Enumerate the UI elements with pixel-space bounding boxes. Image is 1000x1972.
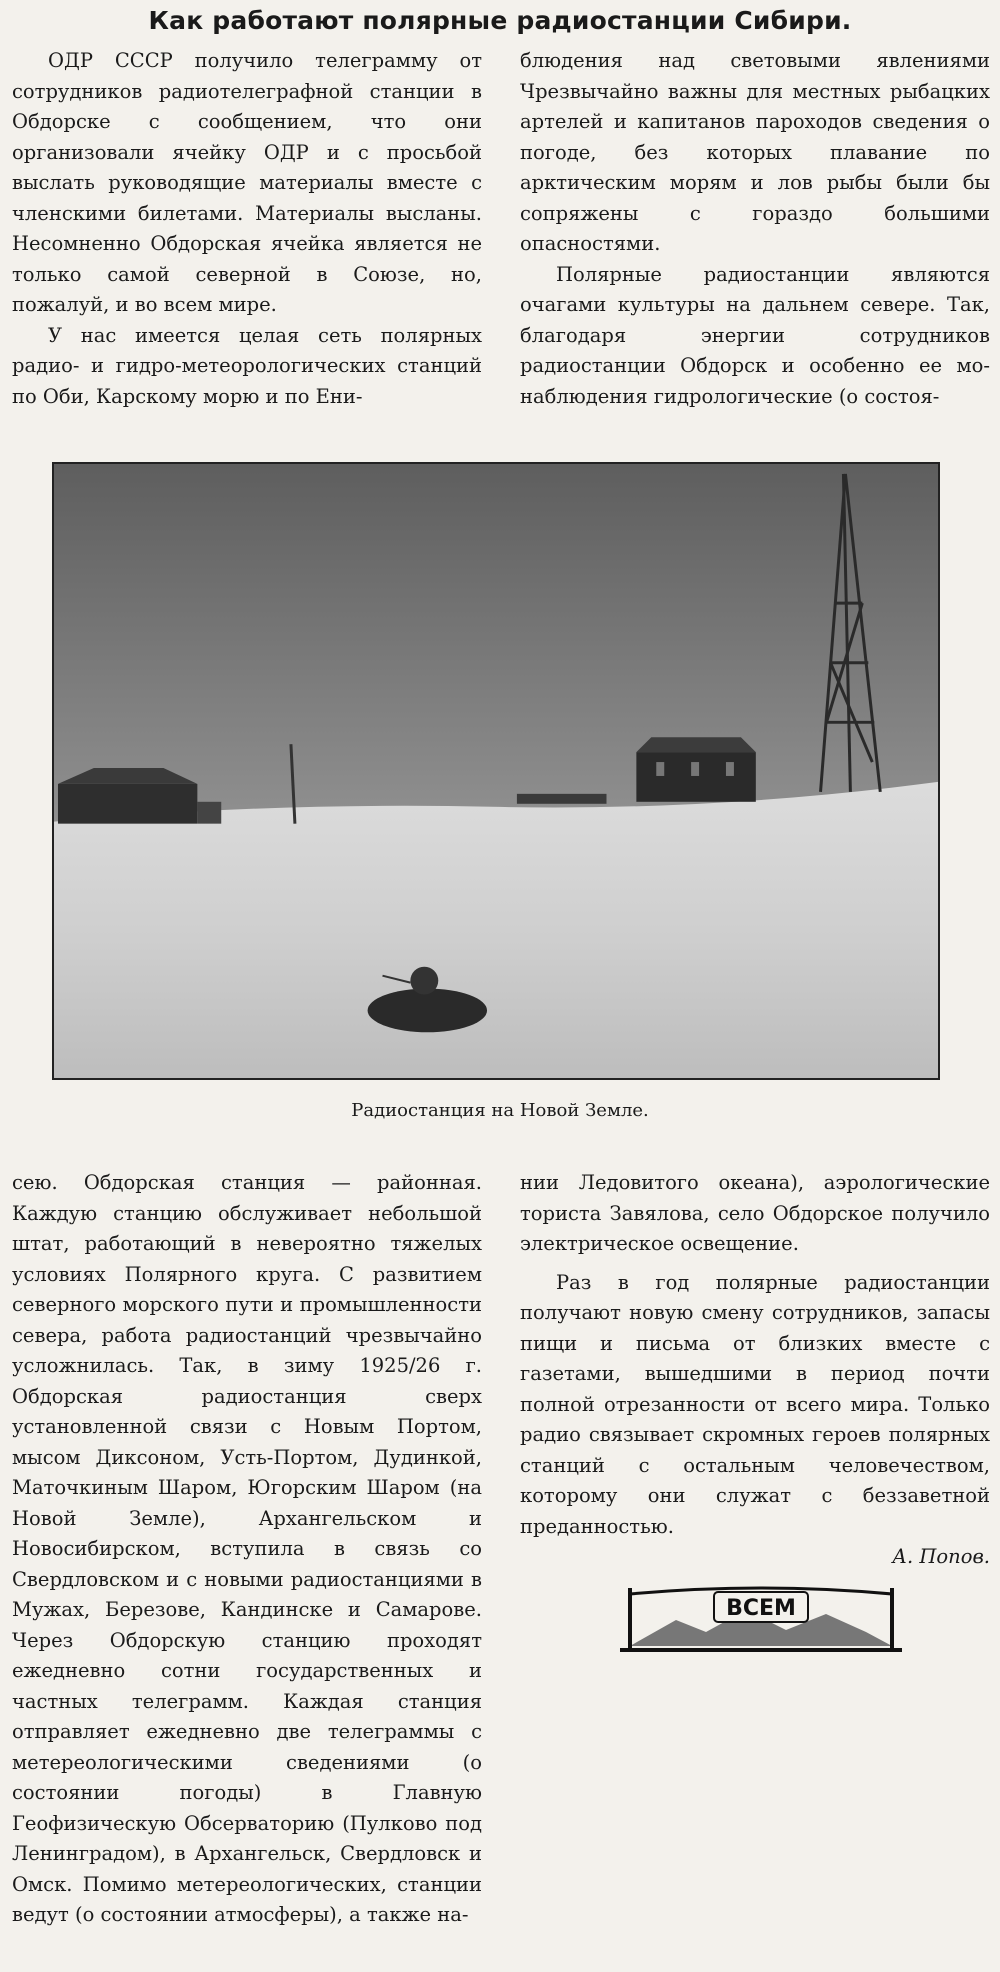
- paragraph: блюдения над световыми явлениями Чрезвычайно важны для местных рыбацких артелей и капитанов пароходов сведения о погоде, без которых плавание по арктическим морям и лов рыбы были бы сопряжены с гораздо большими опасностями.: [520, 49, 990, 255]
- column-4: [520, 1168, 990, 1573]
- paragraph: нии Ледовитого океана), аэрологические ториста Завялова, село Обдорское получило электрическое освещение.: [520, 1171, 990, 1255]
- paragraph: У нас имеется целая сеть полярных радио- и гидро-метеорологических станций по Оби, Карскому морю и по Ени-: [12, 323, 482, 408]
- column-2: [520, 46, 990, 412]
- paragraph: сею. Обдорская станция — районная. Каждую станцию обслуживает небольшой штат, работающий в невероятно тяжелых условиях Полярного круга. С развитием северного морского пути и промышленности севера, работа радиостанций чрезвычайно усложнилась. Так, в зиму 1925/26 г. Обдорская радиостанция сверх установленной связи с Новым Портом, мысом Диксоном, Усть-Портом, Дудинкой, Маточкиным Шаром, Югорским Шаром (на Новой Земле), Архангельском и Новосибирском, вступила в связь со Свердловском и с новыми радиостанциями в Мужах, Березове, Кандинске и Самарове. Через Обдорскую станцию проходят ежедневно сотни государственных и частных телеграмм. Каждая станция отправляет ежедневно две телеграммы с метереологическими сведениями (о состоянии погоды) в Главную Геофизическую Обсерваторию (Пулково под Ленинградом), в Архангельск, Свердловск и Омск. Помимо метереологических, станции ведут (о состоянии атмосферы), а также на-: [12, 1171, 482, 1926]
- radio-station-photo: [52, 462, 940, 1080]
- photo-caption: Радиостанция на Новой Земле.: [351, 1100, 649, 1121]
- paragraph: ОДР СССР получило телеграмму от сотрудников радиотелеграфной станции в Обдорске с сообщением, что они организовали ячейку ОДР и с просьбой выслать руководящие материалы вместе с членскими билетами. Материалы высланы. Несомненно Обдорская ячейка является не только самой северной в Союзе, но, пожалуй, и во всем мире.: [12, 49, 482, 316]
- paragraph: Раз в год полярные радиостанции получают новую смену сотрудников, запасы пищи и письма от близких вместе с газетами, вышедшими в период почти полной отрезанности от всего мира. Только радио связывает скромных героев полярных станций с остальным человечеством, которому они служат с беззаветной преданностью.: [520, 1270, 990, 1538]
- logo-text: ВСЕМ: [726, 1596, 796, 1621]
- vsem-logo: [616, 1580, 906, 1656]
- column-3: [12, 1168, 482, 1931]
- column-1: [12, 46, 482, 412]
- paragraph: Полярные радиостанции являются очагами культуры на дальнем севере. Так, благодаря энергии сотрудников радиостанции Обдорск и особенно ее мо-наблюдения гидрологические (о состоя-: [520, 262, 990, 408]
- author-signature: А. Попов.: [892, 1545, 990, 1568]
- article-title: Как работают полярные радиостанции Сибири.: [148, 6, 852, 35]
